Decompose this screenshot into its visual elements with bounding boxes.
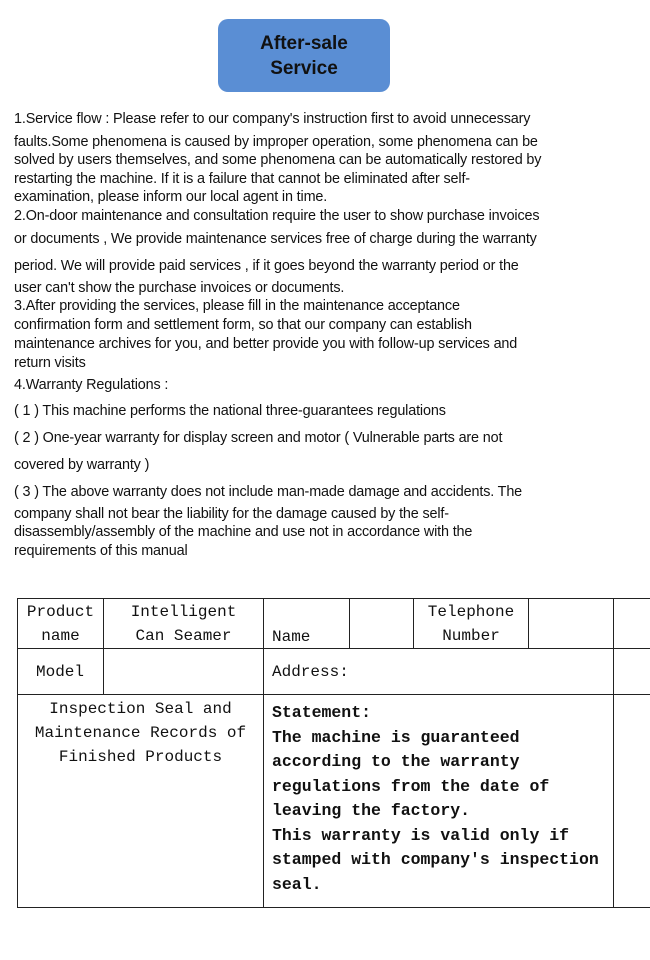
statement-line: The machine is guaranteed [272,727,520,747]
product-name-value-cell [104,599,264,649]
statement-heading: Statement: [272,703,372,722]
warranty-form-table [17,598,650,908]
statement-line: leaving the factory. [272,801,471,820]
product-name-value-line1: Intelligent [130,602,237,621]
telephone-label-line1: Telephone [427,602,515,621]
telephone-value-field[interactable] [529,599,614,649]
table-row [18,649,650,695]
text-line: period. We will provide paid services , if it goes beyond the warranty period or the [14,258,519,274]
text-line: company shall not bear the liability for the damage caused by the self- [14,506,449,522]
badge-title-line1: After-sale [260,32,348,54]
text-line: ( 3 ) The above warranty does not include man-made damage and accidents. The [14,484,523,500]
statement-line: This warranty is valid only if [272,825,570,845]
model-value-field[interactable] [104,649,264,695]
text-line: 1.Service flow : Please refer to our company's instruction first to avoid unnecessary [14,111,531,127]
name-label-cell [264,599,350,649]
badge-title-line2: Service [270,57,338,79]
statement-line: seal. [272,874,322,894]
inspection-line3: Finished Products [58,748,223,766]
inspection-seal-cell [18,695,264,908]
model-label: Model [36,662,85,681]
statement-line: stamped with company's inspection [272,850,599,869]
product-name-value-line2: Can Seamer [135,626,232,645]
text-line: 3.After providing the services, please fill in the maintenance acceptance [14,298,460,314]
statement-line: according to the warranty [272,752,520,771]
telephone-label-cell [414,599,529,649]
address-label: Address: [272,662,349,681]
text-line: ( 2 ) One-year warranty for display screen and motor ( Vulnerable parts are not [14,430,503,446]
telephone-label-line2: Number [442,626,500,645]
extra-cell [614,649,650,695]
table-row [18,599,650,649]
name-value-field[interactable] [350,599,414,649]
statement-cell [264,695,614,908]
extra-cell [614,599,650,649]
text-line: user can't show the purchase invoices or documents. [14,280,345,296]
product-name-label-line1: Product [26,602,95,621]
table-row [18,695,650,908]
text-line: 4.Warranty Regulations : [14,377,169,393]
product-name-label-line2: name [41,626,80,645]
model-label-cell [18,649,104,695]
extra-cell [614,695,650,908]
text-line: solved by users themselves, and some phenomena can be automatically restored by [14,152,542,168]
inspection-line2: Maintenance Records of [34,724,247,742]
name-label: Name [272,628,311,646]
text-line: restarting the machine. If it is a failure that cannot be eliminated after self- [14,171,470,187]
text-line: maintenance archives for you, and better provide you with follow-up services and [14,336,518,352]
statement-line: regulations from the date of [272,776,550,796]
text-line: 2.On-door maintenance and consultation require the user to show purchase invoices [14,208,540,224]
inspection-line1: Inspection Seal and [49,700,232,718]
text-line: covered by warranty ) [14,457,150,473]
text-line: ( 1 ) This machine performs the national three-guarantees regulations [14,403,446,419]
text-line: or documents , We provide maintenance services free of charge during the warranty [14,231,537,247]
text-line: confirmation form and settlement form, so that our company can establish [14,317,472,333]
product-name-label-cell [18,599,104,649]
text-line: requirements of this manual [14,543,188,559]
text-line: faults.Some phenomena is caused by improper operation, some phenomena can be [14,134,538,150]
text-line: examination, please inform our local agent in time. [14,189,328,205]
address-field[interactable] [264,649,614,695]
text-line: return visits [14,355,86,371]
after-sale-service-badge [218,19,390,92]
text-line: disassembly/assembly of the machine and use not in accordance with the [14,524,473,540]
